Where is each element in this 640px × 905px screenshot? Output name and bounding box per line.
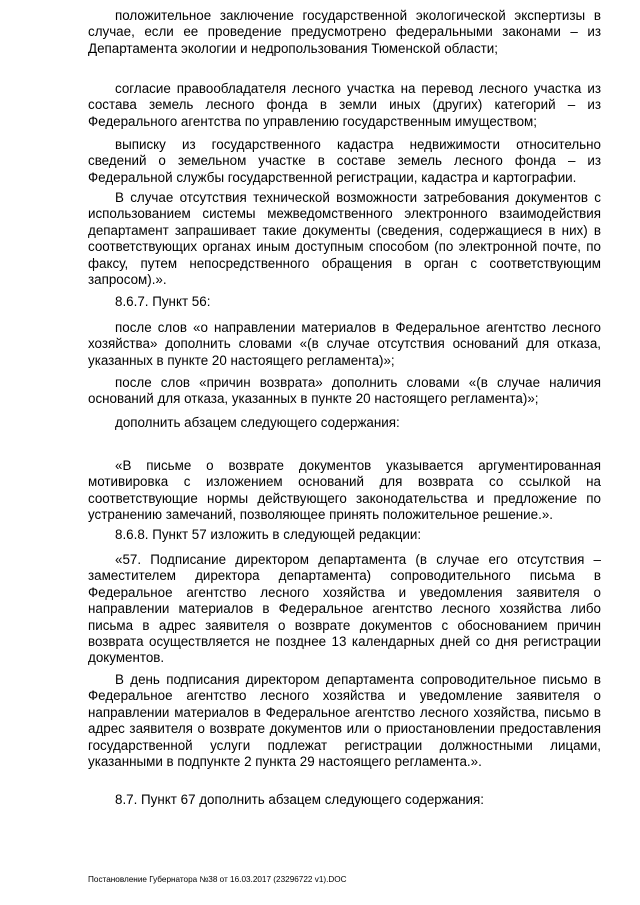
paragraph-8-7: 8.7. Пункт 67 дополнить абзацем следующего содержания: — [115, 792, 484, 807]
paragraph-owner-consent: согласие правообладателя лесного участка на перевод лесного участка из состава земель лесного фонда в земли иных (других) категорий – из Федерального агентства по управлению государственным имуществом; — [88, 81, 601, 129]
paragraph-after-words-materials: после слов «о направлении материалов в Федеральное агентство лесного хозяйства» дополнить словами «(в случае отсутствия оснований для отказа, указанных в пункте 20 настоящего регламента)»; — [88, 320, 601, 368]
document-footer: Постановление Губернатора №38 от 16.03.2017 (23296722 v1).DOC — [88, 875, 347, 884]
paragraph-add-abzac: дополнить абзацем следующего содержания: — [115, 415, 400, 430]
paragraph-technical-absence: В случае отсутствия технической возможности затребования документов с использованием системы межведомственного электронного взаимодействия департамент запрашивает такие документы (сведения, содержащиеся в них) в соответствующих органах иным доступным способом (по электронной почте, по факсу, путем непосредственного обращения в орган с соответствующим запросом).». — [88, 190, 601, 288]
paragraph-ecology-expertise: положительное заключение государственной экологической экспертизы в случае, если ее проведение предусмотрено федеральными законами – из Департамента экологии и недропользования Тюменской области; — [88, 8, 601, 56]
paragraph-cadastre-extract: выписку из государственного кадастра недвижимости относительно сведений о земельном участке в составе земель лесного фонда – из Федеральной службы государственной регистрации, кадастра и картографии. — [88, 137, 601, 185]
paragraph-signing-day: В день подписания директором департамента сопроводительное письмо в Федеральное агентство лесного хозяйства и уведомление заявителя о направлении материалов в Федеральное агентство лесного хозяйства, письмо в адрес заявителя о возврате документов или о приостановлении предоставления государственной услуги подлежат регистрации должностными лицами, указанными в подпункте 2 пункта 29 настоящего регламента.». — [88, 672, 601, 770]
paragraph-after-words-return: после слов «причин возврата» дополнить словами «(в случае наличия оснований для отказа, указанных в пункте 20 настоящего регламента)»; — [88, 375, 601, 407]
paragraph-return-letter: «В письме о возврате документов указывается аргументированная мотивировка с изложением оснований для возврата со ссылкой на соответствующие нормы действующего законодательства и предложение по устранению замечаний, позволяющее принять положительное решение.». — [88, 458, 601, 523]
paragraph-8-6-8: 8.6.8. Пункт 57 изложить в следующей редакции: — [115, 527, 422, 542]
paragraph-point-57: «57. Подписание директором департамента (в случае его отсутствия – заместителем директора департамента) сопроводительного письма в Федеральное агентство лесного хозяйства и уведомления заявителя о направлении материалов в Федеральное агентство лесного хозяйства либо письма в адрес заявителя о возврате документов с обоснованием причин возврата осуществляется не позднее 13 календарных дней со дня регистрации документов. — [88, 552, 601, 666]
paragraph-8-6-7: 8.6.7. Пункт 56: — [115, 294, 211, 309]
